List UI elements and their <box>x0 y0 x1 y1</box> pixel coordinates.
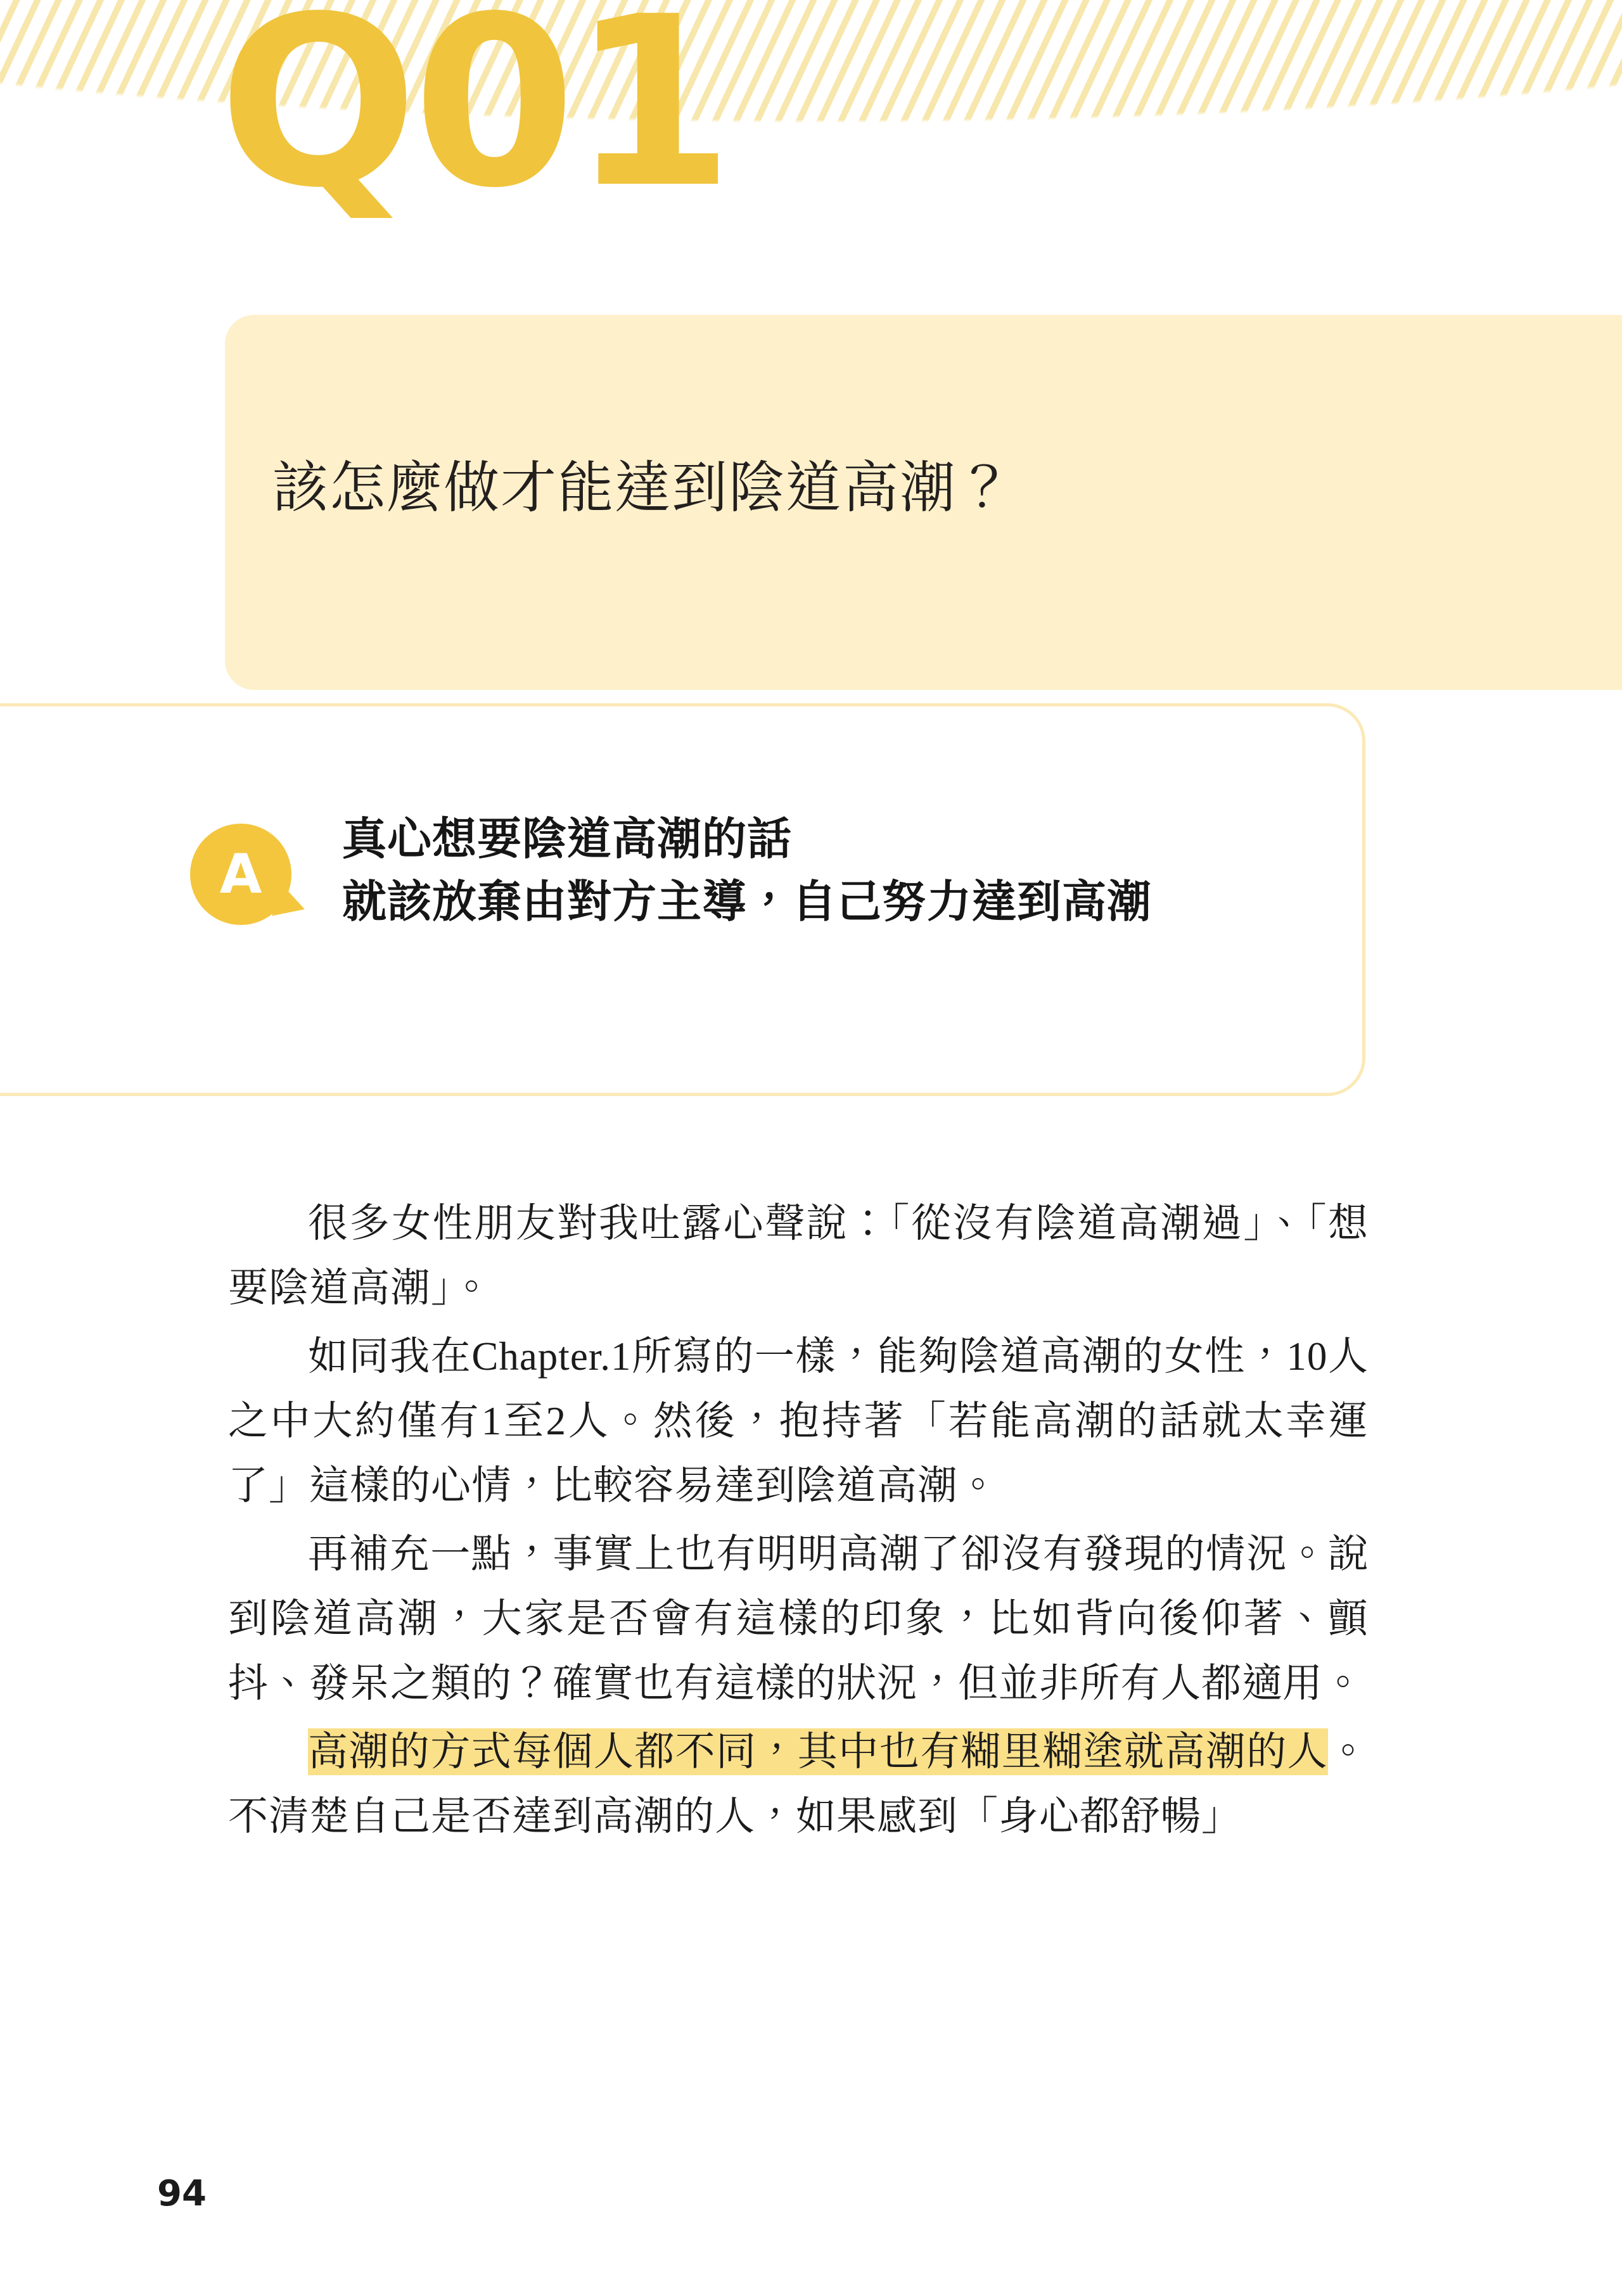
paragraph-tail: 。不清楚自己是否達到高潮的人，如果感到「身心都舒暢」 <box>228 1730 1369 1839</box>
body-copy <box>228 1191 1369 1853</box>
question-title: 該怎麼做才能達到陰道高潮？ <box>272 458 1014 520</box>
body-paragraph-highlighted <box>228 1719 1369 1849</box>
page-number: 94 <box>157 2173 207 2214</box>
answer-headline <box>342 808 1356 934</box>
body-paragraph: 再補充一點，事實上也有明明高潮了卻沒有發現的情況。說到陰道高潮，大家是否會有這樣的印象，比如背向後仰著、顫抖、發呆之類的？確實也有這樣的狀況，但並非所有人都適用。 <box>228 1532 1369 1706</box>
body-paragraph: 很多女性朋友對我吐露心聲說：「從沒有陰道高潮過」、「想要陰道高潮」。 <box>228 1201 1369 1311</box>
answer-badge-label: A <box>219 843 262 906</box>
answer-headline-line-2: 就該放棄由對方主導，自己努力達到高潮 <box>342 876 1152 928</box>
answer-headline-line-1: 真心想要陰道高潮的話 <box>342 813 792 865</box>
answer-badge <box>190 824 291 925</box>
question-number: Q01 <box>219 0 729 239</box>
highlighted-sentence: 高潮的方式每個人都不同，其中也有糊里糊塗就高潮的人 <box>308 1730 1328 1775</box>
body-paragraph: 如同我在Chapter.1所寫的一樣，能夠陰道高潮的女性，10人之中大約僅有1至2人。然後，抱持著「若能高潮的話就太幸運了」這樣的心情，比較容易達到陰道高潮。 <box>228 1334 1369 1508</box>
